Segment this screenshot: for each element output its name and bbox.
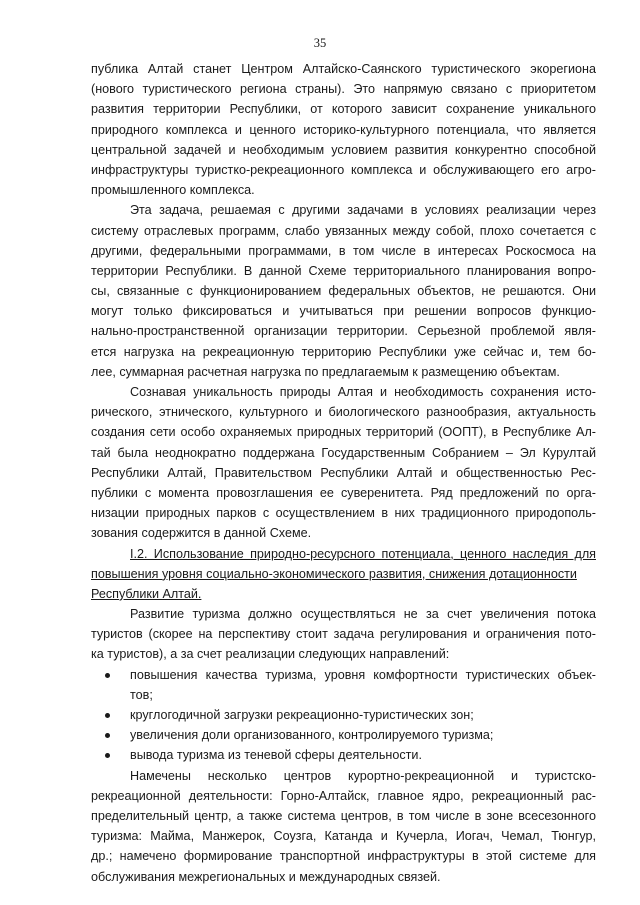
text-line: зования содержится в данной Схеме. (91, 526, 312, 541)
list-item: повышения качества туризма, уровня комфортности туристических объек- (91, 665, 596, 685)
section-heading: Республики Алтай. (91, 586, 202, 601)
text-line: Эта задача, решаемая с другими задачами в условиях реализации через (130, 203, 596, 218)
list-item: увеличения доли организованного, контролируемого туризма; (91, 725, 596, 745)
text-line: природного комплекса и ценного историко-культурного потенциала, что является (91, 122, 596, 137)
text-line: обслуживания межрегиональных и международных связей. (91, 869, 441, 884)
text-line: могут только фиксироваться и учитываться при решении вопросов функцио- (91, 304, 596, 319)
bullet-icon (105, 673, 110, 678)
section-heading-line (91, 544, 596, 564)
section-heading-line (91, 584, 596, 604)
text-line: публика Алтай станет Центром Алтайско-Саянского туристического экорегиона (91, 62, 596, 76)
text-line: др.; намечено формирование транспортной инфраструктуры в этой системе для (91, 849, 596, 864)
text-line: нально-пространственной организации территории. Серьезной проблемой явля- (91, 324, 596, 339)
bullet-icon (105, 733, 110, 738)
list-item-continuation: тов; (130, 687, 153, 702)
text-line: туризма: Майма, Манжерок, Соузга, Катанда и Кучерла, Иогач, Чемал, Тюнгур, (91, 829, 596, 844)
text-line: (нового туристического региона страны). Это напрямую связано с приоритетом (91, 82, 596, 97)
text-line: Намечены несколько центров курортно-рекреационной и туристско- (130, 768, 596, 783)
text-line: развития территории Республики, от которого зависит сохранение уникального (91, 102, 596, 117)
page-number: 35 (313, 36, 327, 50)
text-line: низации природных парков с осуществлением в них традиционного природополь- (91, 506, 596, 521)
text-line: ется нагрузка на рекреационную территорию Республики уже сейчас и, тем бо- (91, 344, 596, 359)
text-line: Республики Алтай, Правительством Республики Алтай и общественностью Рес- (91, 465, 596, 480)
text-line: туристов (скорее на перспективу стоит задача регулирования и ограничения пото- (91, 627, 596, 642)
section-heading: I.2. Использование природно-ресурсного потенциала, ценного наследия для (130, 546, 596, 561)
text-line: создания сети особо охраняемых природных территорий (ООПТ), в Республике Ал- (91, 425, 596, 440)
text-line: Развитие туризма должно осуществляться не за счет увеличения потока (130, 607, 596, 622)
body-text (91, 59, 596, 887)
text-line: центральной задачей и необходимым условием развития конкурентно способной (91, 142, 596, 157)
text-line: рекреационной деятельности: Горно-Алтайск, главное ядро, рекреационный рас- (91, 788, 596, 803)
text-line: систему отраслевых программ, слабо увязанных между собой, плохо сочетается с (91, 223, 596, 238)
bullet-icon (105, 713, 110, 718)
list-item: вывода туризма из теневой сферы деятельности. (91, 745, 596, 765)
text-line: ка туристов), а за счет реализации следующих направлений: (91, 647, 450, 662)
text-line: другими, федеральными программами, в том числе в интересах Роскосмоса на (91, 243, 596, 258)
text-line: сы, связанные с функционированием федеральных объектов, не решаются. Они (91, 284, 596, 299)
text-line: инфраструктуры туристко-рекреационного комплекса и обслуживающего его агро- (91, 162, 596, 177)
text-line: рического, этнического, культурного и биологического разнообразия, актуальность (91, 405, 596, 420)
text-line: тай была неоднократно поддержана Государственным Собранием – Эл Курултай (91, 445, 596, 460)
text-line: публики с момента провозглашения ее суверенитета. Ряд предложений по орга- (91, 485, 596, 500)
text-line: промышленного комплекса. (91, 183, 255, 198)
text-line: пределительный центр, а также система центров, в том числе в зоне всесезонного (91, 808, 596, 823)
section-heading-line (91, 564, 596, 584)
bullet-icon (105, 753, 110, 758)
text-line: территории Республики. В данной Схеме территориального планирования вопро- (91, 263, 596, 278)
list-item: круглогодичной загрузки рекреационно-туристических зон; (91, 705, 596, 725)
text-line: Сознавая уникальность природы Алтая и необходимость сохранения исто- (130, 385, 596, 399)
section-heading: повышения уровня социально-экономического развития, снижения дотационности (91, 566, 577, 581)
text-line: лее, суммарная расчетная нагрузка по предлагаемым к размещению объектам. (91, 364, 560, 379)
